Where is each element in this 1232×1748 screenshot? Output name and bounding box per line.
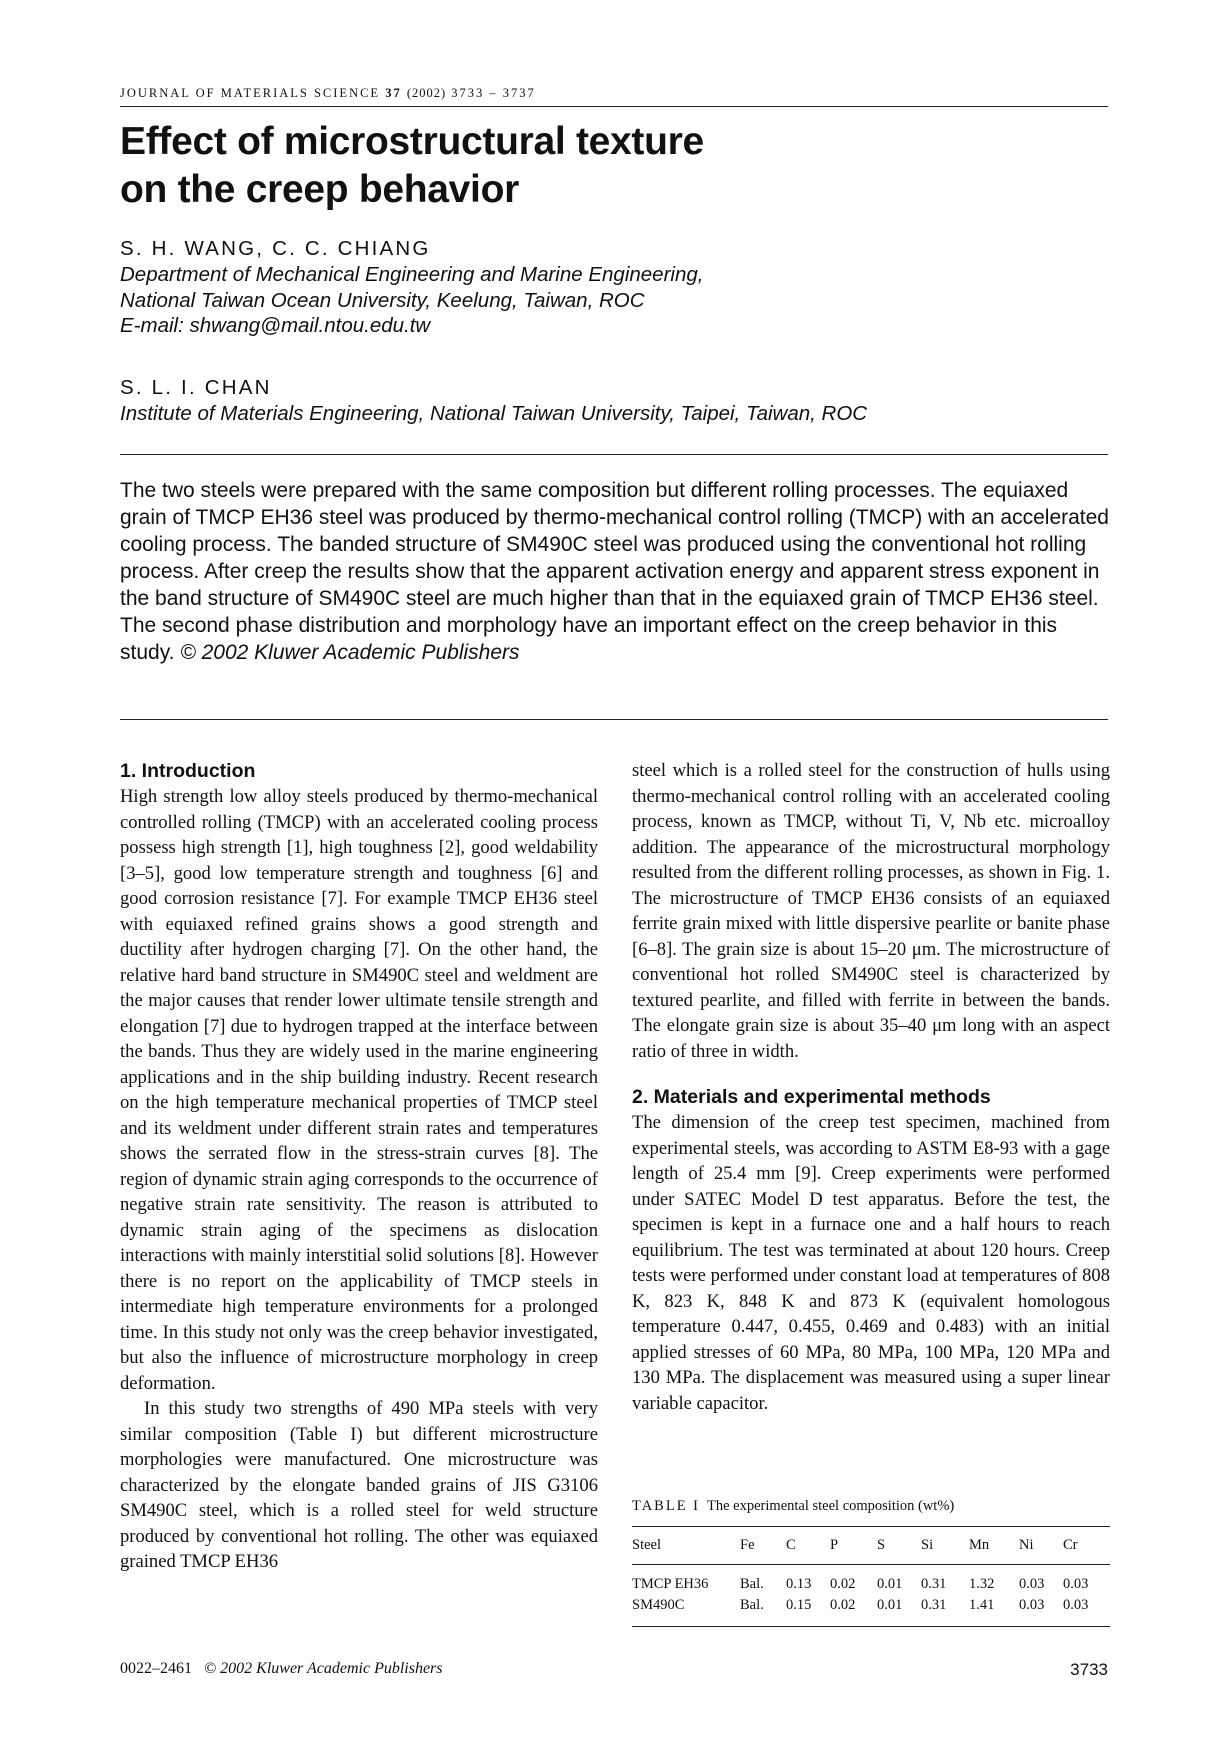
affiliation-line: Institute of Materials Engineering, National Taiwan University, Taipei, Taiwan, ROC [120,402,868,425]
paragraph: The dimension of the creep test specimen, machined from experimental steels, was according to ASTM E8-93 with a gage length of 25.4 mm [9]. Creep experiments were performed under SATEC Model D test apparatus. Before the test, the specimen is kept in a furnace one and a half hours to reach equilibrium. The test was terminated at about 120 hours. Creep tests were performed under constant load at temperatures of 808 K, 823 K, 848 K and 873 K (equivalent homologous temperature 0.447, 0.455, 0.469 and 0.483) with an initial applied stresses of 60 MPa, 80 MPa, 100 MPa, 120 MPa and 130 MPa. The displacement was measured using a super linear variable capacitor. [632,1112,1110,1414]
table-cell: 0.03 [1063,1597,1089,1613]
column-header: Mn [969,1537,990,1553]
table-row [632,1595,1110,1627]
table-caption-text: The experimental steel composition (wt%) [707,1498,955,1514]
table-cell: 0.15 [786,1597,812,1613]
author-names: S. H. WANG, C. C. CHIANG [120,237,431,260]
author-group-2 [120,375,1120,427]
table-caption [632,1496,1110,1516]
author-names: S. L. I. CHAN [120,376,272,399]
composition-table-block [632,1496,1110,1627]
divider [120,454,1108,455]
abstract [120,477,1110,666]
journal-pages: 3733 – 3737 [451,86,536,100]
column-header: Ni [1019,1537,1034,1553]
author-group-1 [120,236,1120,339]
table-cell: 0.01 [877,1597,903,1613]
table-row [632,1565,1110,1596]
column-header: S [877,1537,886,1553]
journal-name: JOURNAL OF MATERIALS SCIENCE [120,86,381,100]
title-line-2: on the creep behavior [120,168,519,211]
table-cell: 0.03 [1063,1576,1089,1592]
table-cell: TMCP EH36 [632,1576,709,1592]
journal-year: (2002) [406,86,447,100]
table-label: TABLE I [632,1498,701,1514]
abstract-text: The two steels were prepared with the same composition but different rolling processes. The equiaxed grain of TMCP EH36 steel was produced by thermo-mechanical control rolling (TMCP) with an accelerated cooling process. The banded structure of SM490C steel was produced using the conventional hot rolling process. After creep the results show that the apparent activation energy and apparent stress exponent in the band structure of SM490C steel are much higher than that in the equiaxed grain of TMCP EH36 steel. The second phase distribution and morphology have an important effect on the creep behavior in this study. [120,479,1109,664]
section-heading: 2. Materials and experimental methods [632,1086,991,1108]
divider [120,719,1108,720]
spacer [632,1064,1110,1084]
footer-left [120,1660,443,1678]
right-column [632,758,1110,1416]
issn: 0022–2461 [120,1660,192,1677]
column-header: Steel [632,1537,661,1553]
page-number: 3733 [1070,1660,1108,1679]
affiliation-line: National Taiwan Ocean University, Keelung, Taiwan, ROC [120,288,645,312]
table-cell: 1.32 [969,1576,995,1592]
table-cell: 0.02 [830,1576,856,1592]
table-cell: Bal. [740,1597,764,1613]
paper-title [120,118,880,214]
affiliation-line: Department of Mechanical Engineering and Marine Engineering, [120,263,704,286]
composition-table [632,1526,1110,1627]
table-header-row [632,1527,1110,1565]
section-heading: 1. Introduction [120,760,256,782]
paragraph: High strength low alloy steels produced by thermo-mechanical controlled rolling (TMCP) with an accelerated cooling process possess high strength [1], high toughness [2], good weldability [3–5], good low temperature strength and toughness [6] and good corrosion resistance [7]. For example TMCP EH36 steel with equiaxed refined grains shows a good strength and ductility after hydrogen charging [7]. On the other hand, the relative hard band structure in SM490C steel and weldment are the major causes that render lower ultimate tensile strength and elongation [7] due to hydrogen trapped at the interface between the bands. Thus they are widely used in the marine engineering applications and in the ship building industry. Recent research on the high temperature mechanical properties of TMCP steel and its weldment under different strain rates and temperatures shows the serrated flow in the stress-strain curves [8]. The region of dynamic strain aging corresponds to the occurrence of negative strain rate sensitivity. The reason is attributed to dynamic strain aging of the specimens as dislocation interactions with mainly interstitial solid solutions [8]. However there is no report on the applicability of TMCP steels in intermediate high temperature environments for a prolonged time. In this study not only was the creep behavior investigated, but also the influence of microstructure morphology in creep deformation. [120,786,598,1394]
table-cell: Bal. [740,1576,764,1592]
column-header: P [830,1537,839,1553]
table-cell: 0.01 [877,1576,903,1592]
column-header: C [786,1537,796,1553]
table-cell: 0.02 [830,1597,856,1613]
paragraph: steel which is a rolled steel for the construction of hulls using thermo-mechanical control rolling with an accelerated cooling process, known as TMCP, without Ti, V, Nb etc. microalloy addition. The appearance of the microstructural morphology resulted from the different rolling processes, as shown in Fig. 1. The microstructure of TMCP EH36 consists of an equiaxed ferrite grain mixed with little dispersive pearlite or banite phase [6–8]. The grain size is about 15–20 μm. The microstructure of conventional hot rolled SM490C steel is characterized by textured pearlite, and filled with ferrite in between the bands. The elongate grain size is about 35–40 μm long with an aspect ratio of three in width. [632,760,1110,1062]
paragraph: In this study two strengths of 490 MPa steels with very similar composition (Table I) but different microstructure morphologies were manufactured. One microstructure was characterized by the elongate banded grains of JIS G3106 SM490C steel, which is a rolled steel for weld structure produced by conventional hot rolling. The other was equiaxed grained TMCP EH36 [120,1398,598,1572]
table-cell: 0.03 [1019,1576,1045,1592]
footer-copyright: © 2002 Kluwer Academic Publishers [204,1660,443,1677]
journal-volume: 37 [385,86,402,100]
column-header: Si [921,1537,934,1553]
column-header: Cr [1063,1537,1078,1553]
author-email: E-mail: shwang@mail.ntou.edu.tw [120,314,431,337]
table-cell: 0.13 [786,1576,812,1592]
page-footer [120,1660,1108,1684]
column-header: Fe [740,1537,755,1553]
left-column [120,758,598,1575]
abstract-copyright: © 2002 Kluwer Academic Publishers [180,641,520,664]
table-cell: 0.31 [921,1576,947,1592]
table-cell: SM490C [632,1597,685,1613]
title-line-1: Effect of microstructural texture [120,120,704,163]
running-head [120,86,1108,107]
table-cell: 0.03 [1019,1597,1045,1613]
table-cell: 1.41 [969,1597,995,1613]
table-cell: 0.31 [921,1597,947,1613]
